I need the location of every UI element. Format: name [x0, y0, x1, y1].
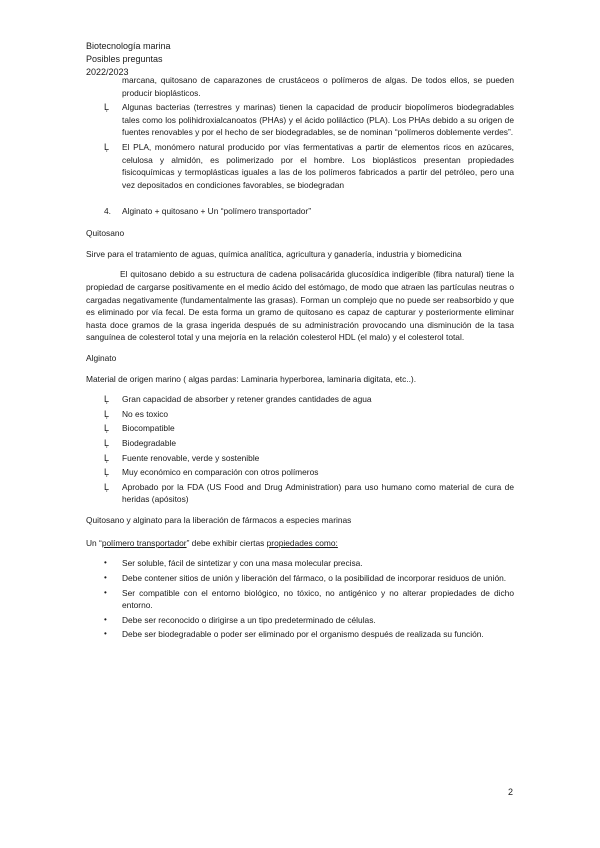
- header-subtitle: Posibles preguntas: [86, 54, 163, 64]
- list-item-text: Ser soluble, fácil de sintetizar y con una masa molecular precisa.: [122, 558, 363, 569]
- arrow-bullet-icon: Ļ: [104, 467, 110, 478]
- arrow-bullet-icon: Ļ: [104, 394, 110, 405]
- bullet-icon: •: [104, 558, 107, 568]
- page-body: [86, 74, 514, 641]
- list-item-text: El PLA, monómero natural producido por vías fermentativas a partir de elementos ricos en azúcares, celulosa y almidón, es polimerizado por el hombre. Los bioplásticos presentan propiedades fisicoquímicas y termoplásticas iguales a las de los polímeros fabricados a partir del petróleo, pero una vez depositados en condiciones favorables, se biodegradan: [122, 142, 514, 190]
- section-title-quitosano: Quitosano: [86, 228, 125, 239]
- list-item-text: Debe ser biodegradable o poder ser eliminado por el organismo después de realizada su función.: [122, 629, 484, 640]
- list-item: [86, 393, 514, 406]
- quitosano-uses: Sirve para el tratamiento de aguas, química analítica, agricultura y ganadería, industria y biomedicina: [86, 248, 462, 259]
- list-item-text: No es toxico: [122, 408, 169, 419]
- list-item: [86, 437, 514, 450]
- list-item: [86, 408, 514, 421]
- intro-text: Un “: [86, 537, 102, 548]
- list-item: [86, 587, 514, 612]
- list-item: [86, 422, 514, 435]
- list-item-text: Debe ser reconocido o dirigirse a un tipo predeterminado de células.: [122, 614, 376, 625]
- list-item: [86, 481, 514, 506]
- list-item: [86, 101, 514, 139]
- transportador-properties-list: [86, 557, 514, 641]
- list-item-text: Biodegradable: [122, 438, 177, 449]
- list-item-text: Algunas bacterias (terrestres y marinas) tienen la capacidad de producir biopolímeros biodegradables tales como los polihidroxialcanoatos (PHAs) y el ácido poliláctico (PLA). Los PHAs debido a su origen de fuentes renovables y por el hecho de ser biodegradables, se de nominan “polímeros doblemente verdes”.: [122, 102, 514, 138]
- header-year: 2022/2023: [86, 67, 129, 77]
- section-title-alginato: Alginato: [86, 352, 117, 363]
- bullet-icon: •: [104, 587, 107, 597]
- arrow-bullet-icon: Ļ: [104, 142, 110, 153]
- list-item: [86, 141, 514, 191]
- list-item-text: Muy económico en comparación con otros polímeros: [122, 467, 319, 478]
- list-item-text: Fuente renovable, verde y sostenible: [122, 452, 260, 463]
- quitosano-paragraph: El quitosano debido a su estructura de cadena polisacárida glucosídica indigerible (fibra natural) tiene la propiedad de cargarse positivamente en el medio ácido del estómago, de modo que atraen las partículas neutras o cargadas negativamente (fundamentalmente las grasas). Forman un complejo que no puede ser reabsorbido y que es eliminado por vía fecal. De esta forma un gramo de quitosano es capaz de capturar y posteriormente eliminar hasta doce gramos de la grasa ingerida después de su administración provocando una disminución de la tasa sanguínea de colesterol total y una mejoría en la relación colesterol HDL (el malo) y el colesterol total.: [86, 269, 514, 343]
- list-item-text: Aprobado por la FDA (US Food and Drug Administration) para uso humano como material de cura de heridas (apósitos): [122, 481, 514, 505]
- list-item: [86, 572, 514, 585]
- list-item-text: Gran capacidad de absorber y retener grandes cantidades de agua: [122, 394, 372, 405]
- alginato-properties-list: [86, 393, 514, 506]
- list-item-text: Debe contener sitios de unión y liberación del fármaco, o la posibilidad de incorporar residuos de unión.: [122, 572, 507, 583]
- arrow-bullet-icon: Ļ: [104, 408, 110, 419]
- polimero-transportador-term: polímero transportador: [101, 537, 187, 548]
- item-number: 4.: [104, 206, 111, 217]
- list-item-text: Biocompatible: [122, 423, 175, 434]
- arrow-bullet-icon: Ļ: [104, 481, 110, 492]
- continued-text: marcana, quitosano de caparazones de crustáceos o polímeros de algas. De todos ellos, se pueden producir bioplásticos.: [122, 75, 514, 98]
- arrow-bullet-icon: Ļ: [104, 423, 110, 434]
- arrow-bullet-icon: Ļ: [104, 438, 110, 449]
- list-item-text: Ser compatible con el entorno biológico, no tóxico, no antigénico y no alterar propiedades de dicho entorno.: [122, 587, 514, 611]
- item-text: Alginato + quitosano + Un “polímero transportador”: [122, 206, 312, 217]
- header-course: Biotecnología marina: [86, 41, 171, 51]
- propiedades-term: propiedades como:: [266, 537, 338, 548]
- intro-text: ” debe exhibir ciertas: [186, 537, 267, 548]
- arrow-bullet-icon: Ļ: [104, 452, 110, 463]
- list-item: [86, 557, 514, 570]
- alginato-origin: Material de origen marino ( algas pardas: Laminaria hyperborea, laminaria digitata, etc..).: [86, 373, 417, 384]
- bioplastics-list: [86, 101, 514, 191]
- list-item: [86, 628, 514, 641]
- list-item: [86, 466, 514, 479]
- list-item: [86, 452, 514, 465]
- bullet-icon: •: [104, 572, 107, 582]
- transportador-intro: [86, 537, 514, 550]
- numbered-heading: [86, 205, 514, 218]
- bullet-icon: •: [104, 629, 107, 639]
- bullet-icon: •: [104, 614, 107, 624]
- list-item: [86, 614, 514, 627]
- section-title-liberacion: Quitosano y alginato para la liberación de fármacos a especies marinas: [86, 515, 352, 526]
- page-number: 2: [508, 787, 514, 797]
- arrow-bullet-icon: Ļ: [104, 102, 110, 113]
